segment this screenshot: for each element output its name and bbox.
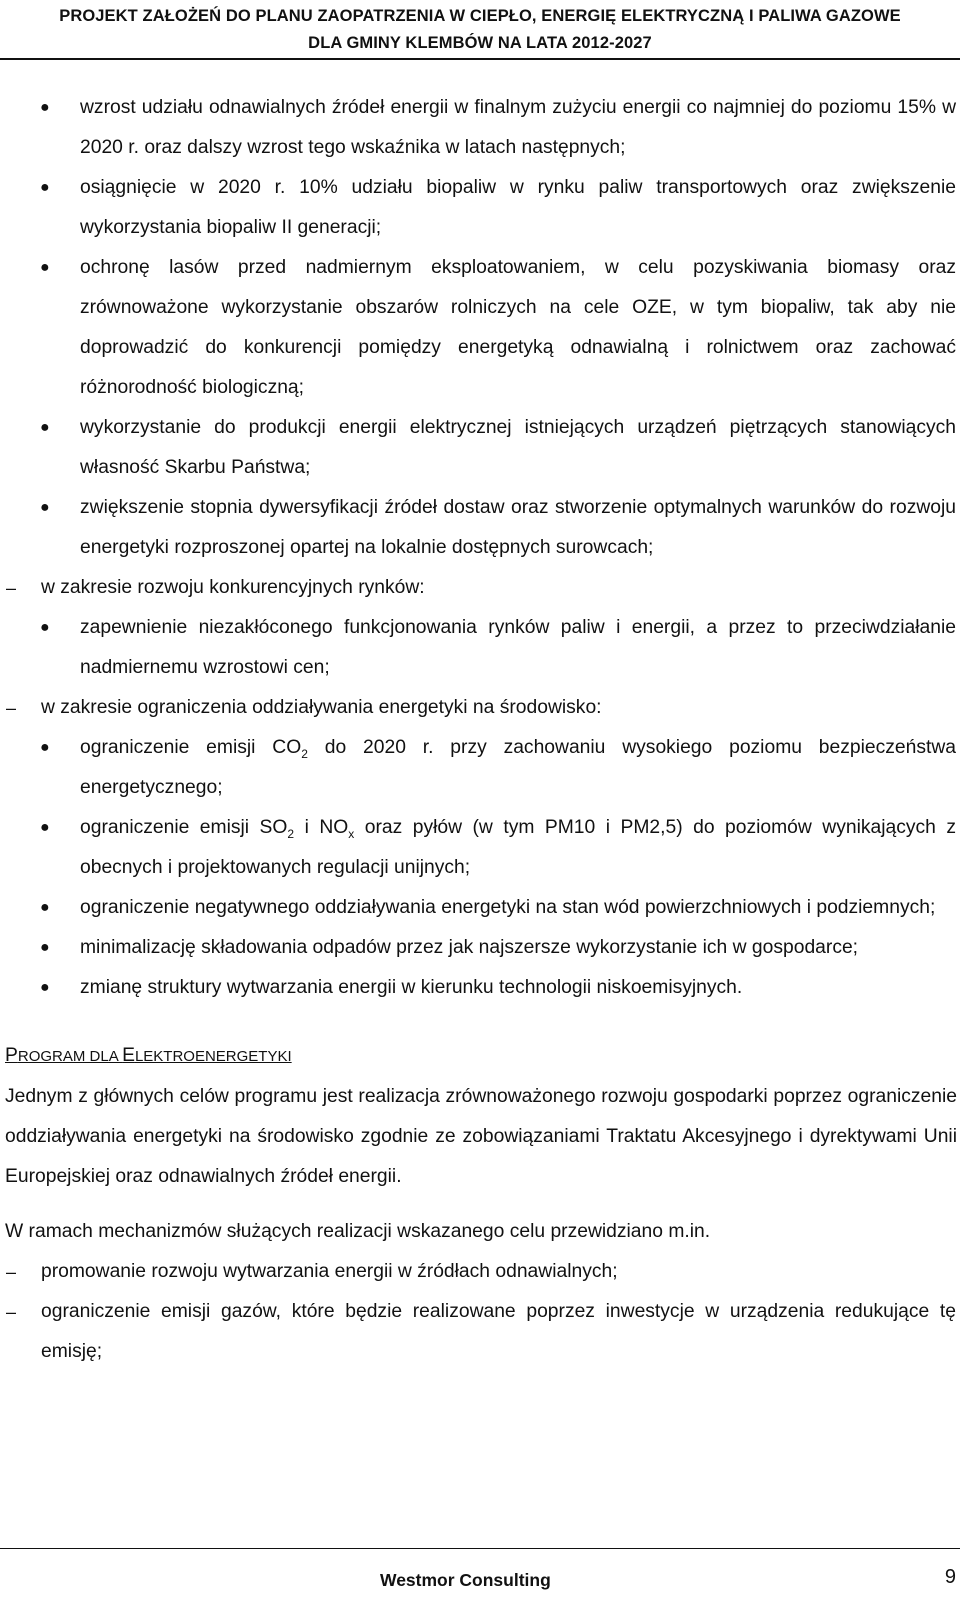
paragraph: W ramach mechanizmów służących realizacji wskazanego celu przewidziano m.in. <box>5 1221 711 1242</box>
bullet-icon: ● <box>40 259 50 276</box>
dash-icon: – <box>5 578 16 598</box>
list-item: ● ograniczenie negatywnego oddziaływania energetyki na stan wód powierzchniowych i podziemnych; <box>80 888 956 928</box>
list-item: ● ograniczenie emisji $SO_2$ i $NO_x$ oraz pyłów (w tym PM10 i PM2,5) do poziomów wynikających z obecnych i projektowanych regulacji unijnych; <box>80 808 956 888</box>
bullet-icon: ● <box>40 939 50 956</box>
page-header <box>0 3 960 57</box>
bullet-icon: ● <box>40 979 50 996</box>
dash-list-item: – w zakresie ograniczenia oddziaływania energetyki na środowisko: <box>41 688 956 728</box>
dash-icon: – <box>5 698 16 718</box>
section-heading: PROGRAM DLA ELEKTROENERGETYKI <box>5 1045 292 1066</box>
bullet-icon: ● <box>40 619 50 636</box>
page-number: 9 <box>944 1566 956 1588</box>
list-item: ● wzrost udziału odnawialnych źródeł energii w finalnym zużyciu energii co najmniej do poziomu 15% w 2020 r. oraz dalszy wzrost tego wskaźnika w latach następnych; <box>80 88 956 168</box>
bullet-icon: ● <box>40 899 50 916</box>
dash-list-item: – promowanie rozwoju wytwarzania energii w źródłach odnawialnych; <box>41 1252 956 1292</box>
dash-list-item: – ograniczenie emisji gazów, które będzie realizowane poprzez inwestycje w urządzenia redukujące tę emisję; <box>41 1292 956 1372</box>
bullet-icon: ● <box>40 499 50 516</box>
list-item: ● ochronę lasów przed nadmiernym eksploatowaniem, w celu pozyskiwania biomasy oraz zrównoważone wykorzystanie obszarów rolniczych na cele OZE, w tym biopaliw, tak aby nie doprowadzić do konkurencji pomiędzy energetyką odnawialną i rolnictwem oraz zachować różnorodność biologiczną; <box>80 248 956 408</box>
dash-icon: – <box>5 1302 16 1322</box>
footer-divider <box>0 1548 960 1549</box>
list-item: ● ograniczenie emisji $CO_2$ do 2020 r. przy zachowaniu wysokiego poziomu bezpieczeństwa energetycznego; <box>80 728 956 808</box>
bullet-icon: ● <box>40 179 50 196</box>
list-item: ● wykorzystanie do produkcji energii elektrycznej istniejących urządzeń piętrzących stanowiących własność Skarbu Państwa; <box>80 408 956 488</box>
footer-company: Westmor Consulting <box>380 1570 551 1590</box>
document-body <box>0 88 960 1372</box>
list-item: ● zapewnienie niezakłóconego funkcjonowania rynków paliw i energii, a przez to przeciwdziałanie nadmiernemu wzrostowi cen; <box>80 608 956 688</box>
list-item: ● minimalizację składowania odpadów przez jak najszersze wykorzystanie ich w gospodarce; <box>80 928 956 968</box>
header-title-line2: DLA GMINY KLEMBÓW NA LATA 2012-2027 <box>308 34 652 52</box>
list-item: ● zwiększenie stopnia dywersyfikacji źródeł dostaw oraz stworzenie optymalnych warunków do rozwoju energetyki rozproszonej opartej na lokalnie dostępnych surowcach; <box>80 488 956 568</box>
list-item: ● zmianę struktury wytwarzania energii w kierunku technologii niskoemisyjnych. <box>80 968 956 1008</box>
list-item: ● osiągnięcie w 2020 r. 10% udziału biopaliw w rynku paliw transportowych oraz zwiększenie wykorzystania biopaliw II generacji; <box>80 168 956 248</box>
header-divider <box>0 58 960 60</box>
bullet-icon: ● <box>40 739 50 756</box>
bullet-icon: ● <box>40 419 50 436</box>
dash-list-item: – w zakresie rozwoju konkurencyjnych rynków: <box>41 568 956 608</box>
bullet-icon: ● <box>40 99 50 116</box>
bullet-icon: ● <box>40 819 50 836</box>
paragraph: Jednym z głównych celów programu jest realizacja zrównoważonego rozwoju gospodarki poprzez ograniczenie oddziaływania energetyki na środowisko zgodnie ze zobowiązaniami Traktatu Akcesyjnego i dyrektywami Unii Europejskiej oraz odnawialnych źródeł energii. <box>5 1086 957 1187</box>
header-title-line1: PROJEKT ZAŁOŻEŃ DO PLANU ZAOPATRZENIA W CIEPŁO, ENERGIĘ ELEKTRYCZNĄ I PALIWA GAZOWE <box>59 7 901 25</box>
dash-icon: – <box>5 1262 16 1282</box>
